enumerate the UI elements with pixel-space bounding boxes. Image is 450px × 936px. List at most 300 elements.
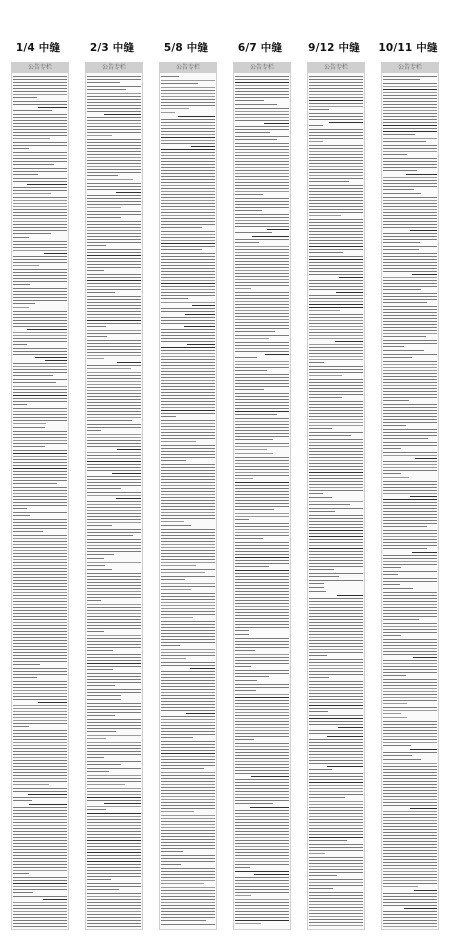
text-line — [161, 796, 215, 797]
text-line — [161, 491, 215, 492]
text-line — [235, 295, 289, 296]
text-line — [383, 95, 437, 96]
text-line — [383, 128, 437, 129]
text-line — [383, 588, 413, 589]
text-line — [161, 383, 215, 384]
text-line — [87, 148, 141, 149]
text-line — [309, 904, 363, 905]
text-line — [161, 775, 215, 776]
text-line — [161, 161, 215, 162]
text-line — [87, 771, 109, 772]
text-line — [161, 772, 215, 773]
text-line — [161, 90, 215, 91]
text-line — [309, 366, 363, 367]
text-line — [383, 763, 437, 764]
text-line — [309, 757, 363, 758]
text-line — [235, 871, 289, 872]
text-line — [161, 404, 215, 405]
text-line — [161, 883, 204, 884]
text-line — [161, 695, 215, 696]
text-line — [87, 326, 106, 327]
text-line — [186, 713, 215, 714]
text-line — [309, 628, 363, 629]
text-line — [161, 93, 215, 94]
text-line — [309, 690, 363, 691]
text-line — [13, 408, 67, 409]
text-line — [87, 163, 141, 164]
text-line — [309, 106, 363, 107]
text-line — [87, 467, 141, 468]
text-line — [161, 515, 215, 516]
text-line — [87, 305, 141, 306]
text-line — [383, 161, 437, 162]
text-line — [235, 579, 289, 580]
text-line — [13, 332, 67, 333]
text-line — [309, 103, 363, 104]
text-line — [87, 375, 141, 376]
text-line — [161, 868, 215, 869]
text-line — [13, 85, 67, 86]
text-line — [235, 319, 289, 320]
text-line — [13, 902, 67, 903]
text-line — [235, 582, 289, 583]
text-line — [13, 889, 67, 890]
text-line — [161, 908, 215, 909]
text-line — [161, 191, 215, 192]
text-line — [87, 682, 141, 683]
text-line — [383, 778, 437, 779]
text-line — [87, 179, 133, 180]
text-line — [161, 182, 215, 183]
text-line — [87, 562, 141, 563]
text-line — [309, 847, 363, 848]
text-line — [383, 536, 437, 537]
text-line — [13, 855, 67, 856]
text-line — [13, 386, 67, 387]
text-line — [13, 813, 67, 814]
text-line — [383, 713, 401, 714]
text-line — [383, 911, 437, 912]
text-line — [383, 293, 437, 294]
text-line — [383, 595, 437, 596]
text-line — [13, 671, 67, 672]
text-line — [309, 454, 363, 455]
text-line — [161, 842, 215, 843]
text-line — [235, 152, 289, 153]
text-line — [13, 616, 67, 617]
notice-panel — [85, 62, 143, 930]
text-line — [161, 911, 215, 912]
text-line — [235, 136, 289, 137]
text-line — [161, 347, 215, 348]
text-line — [161, 438, 215, 439]
text-line — [235, 155, 289, 156]
text-line — [13, 227, 67, 228]
text-line — [235, 418, 289, 419]
text-line — [235, 424, 289, 425]
text-line — [309, 763, 363, 764]
text-line — [383, 76, 437, 77]
text-line — [87, 258, 141, 259]
text-line — [309, 637, 363, 638]
text-line — [383, 682, 437, 683]
text-line — [383, 464, 437, 465]
text-line — [13, 797, 67, 798]
text-line — [13, 155, 67, 156]
text-line — [161, 550, 215, 551]
text-line — [383, 581, 437, 582]
text-line — [235, 594, 289, 595]
text-line — [161, 605, 215, 606]
text-line — [13, 586, 67, 587]
text-line — [309, 869, 363, 870]
text-line — [383, 685, 437, 686]
text-line — [87, 926, 141, 927]
text-line — [13, 499, 67, 500]
text-line — [309, 472, 363, 473]
text-line — [161, 553, 215, 554]
text-line — [161, 485, 215, 486]
text-line — [87, 372, 141, 373]
text-line — [383, 717, 407, 718]
text-line — [309, 344, 363, 345]
text-line — [87, 277, 141, 278]
text-line — [309, 338, 363, 339]
column-1 — [5, 0, 71, 936]
text-line — [27, 329, 67, 330]
text-line — [383, 151, 437, 152]
text-line — [87, 692, 141, 693]
text-line — [161, 87, 215, 88]
text-line — [235, 837, 289, 838]
text-line — [87, 886, 141, 887]
text-line — [87, 172, 141, 173]
text-line — [383, 432, 437, 433]
text-line — [235, 758, 289, 759]
text-line — [309, 323, 363, 324]
text-line — [161, 920, 206, 921]
text-line — [235, 600, 289, 601]
text-line — [235, 706, 289, 707]
text-line — [309, 857, 363, 858]
notice-text-block — [87, 75, 141, 929]
text-line — [383, 382, 437, 383]
text-line — [13, 601, 67, 602]
text-line — [161, 464, 215, 465]
text-line — [383, 880, 437, 881]
text-line — [383, 766, 437, 767]
text-line — [309, 828, 363, 829]
text-line — [383, 340, 437, 341]
text-line — [309, 779, 363, 780]
text-line — [267, 229, 289, 230]
text-line — [87, 738, 106, 739]
text-line — [87, 594, 141, 595]
text-line — [235, 79, 289, 80]
text-line — [383, 373, 437, 374]
text-line — [383, 626, 437, 627]
text-line — [235, 449, 267, 450]
text-line — [235, 143, 289, 144]
text-line — [383, 823, 437, 824]
text-line — [13, 631, 67, 632]
text-line — [184, 326, 215, 327]
text-line — [383, 364, 437, 365]
text-line — [161, 665, 215, 666]
text-line — [309, 625, 363, 626]
text-line — [309, 866, 363, 867]
text-line — [309, 788, 363, 789]
text-line — [13, 462, 67, 463]
text-line — [383, 811, 437, 812]
text-line — [161, 295, 215, 296]
text-line — [13, 148, 29, 149]
text-line — [161, 627, 215, 628]
text-line — [383, 289, 421, 290]
text-line — [161, 368, 215, 369]
text-line — [87, 476, 141, 477]
text-line — [383, 429, 437, 430]
text-line — [383, 306, 437, 307]
text-line — [309, 191, 363, 192]
text-line — [161, 149, 215, 150]
text-line — [235, 570, 289, 571]
text-line — [161, 899, 215, 900]
text-line — [383, 793, 437, 794]
text-line — [13, 453, 67, 454]
text-line — [13, 559, 67, 560]
text-line — [161, 292, 215, 293]
text-line — [235, 770, 289, 771]
text-line — [235, 307, 289, 308]
text-line — [87, 548, 141, 549]
text-line — [161, 441, 196, 442]
text-line — [161, 902, 215, 903]
text-line — [383, 200, 437, 201]
text-line — [87, 846, 141, 847]
text-line — [87, 267, 141, 268]
text-line — [87, 911, 141, 912]
text-line — [309, 391, 363, 392]
text-line — [161, 845, 215, 846]
text-line — [383, 745, 411, 746]
text-line — [383, 902, 437, 903]
text-line — [309, 335, 363, 336]
text-line — [161, 395, 215, 396]
text-line — [87, 889, 119, 890]
text-line — [87, 576, 141, 577]
text-line — [87, 183, 141, 184]
text-line — [87, 211, 141, 212]
text-line — [13, 604, 67, 605]
notice-panel-header: 公告专栏 — [382, 63, 438, 73]
text-line — [13, 490, 67, 491]
text-line — [161, 143, 215, 144]
text-line — [13, 751, 67, 752]
text-line — [309, 382, 363, 383]
text-line — [250, 807, 289, 808]
text-line — [383, 548, 427, 549]
text-line — [383, 862, 437, 863]
text-line — [13, 338, 67, 339]
text-line — [13, 522, 67, 523]
text-line — [235, 694, 289, 695]
text-line — [161, 544, 215, 545]
text-line — [87, 843, 141, 844]
text-line — [87, 368, 131, 369]
text-line — [13, 427, 45, 428]
text-line — [309, 231, 363, 232]
text-line — [13, 197, 67, 198]
text-line — [383, 215, 437, 216]
text-line — [161, 614, 215, 615]
text-line — [13, 556, 67, 557]
text-line — [235, 503, 289, 504]
text-line — [13, 152, 67, 153]
text-line — [383, 790, 437, 791]
notice-panel — [233, 62, 291, 930]
text-line — [161, 338, 215, 339]
text-line — [309, 246, 363, 247]
text-line — [87, 224, 141, 225]
text-line — [309, 100, 363, 101]
text-line — [13, 870, 67, 871]
text-line — [383, 598, 437, 599]
text-line — [235, 603, 289, 604]
text-line — [161, 827, 215, 828]
text-line — [235, 232, 272, 233]
text-line — [161, 576, 215, 577]
text-line — [309, 203, 363, 204]
text-line — [383, 694, 437, 695]
text-line — [309, 460, 363, 461]
text-line — [87, 663, 141, 664]
text-line — [161, 470, 215, 471]
text-line — [161, 227, 202, 228]
text-line — [309, 79, 363, 80]
text-line — [87, 227, 141, 228]
text-line — [13, 720, 67, 721]
text-line — [235, 198, 289, 199]
text-line — [383, 357, 412, 358]
text-line — [383, 635, 401, 636]
text-line — [309, 234, 363, 235]
text-line — [309, 135, 363, 136]
text-line — [383, 511, 437, 512]
text-line — [383, 642, 437, 643]
text-line — [87, 712, 141, 713]
text-line — [13, 745, 67, 746]
text-line — [235, 867, 250, 868]
text-line — [13, 791, 67, 792]
text-line — [87, 742, 141, 743]
text-line — [13, 598, 67, 599]
text-line — [161, 494, 215, 495]
text-line — [309, 922, 363, 923]
text-line — [29, 804, 67, 805]
text-line — [383, 517, 437, 518]
text-line — [309, 283, 363, 284]
text-line — [161, 805, 215, 806]
text-line — [161, 243, 215, 244]
text-line — [87, 387, 141, 388]
text-line — [383, 508, 437, 509]
text-line — [235, 889, 289, 890]
text-line — [410, 230, 437, 231]
text-line — [383, 914, 437, 915]
text-line — [309, 616, 363, 617]
text-line — [161, 83, 198, 84]
text-line — [161, 341, 215, 342]
text-line — [235, 532, 289, 533]
text-line — [13, 908, 67, 909]
text-line — [161, 836, 215, 837]
text-line — [87, 876, 141, 877]
text-line — [235, 430, 289, 431]
text-line — [309, 181, 349, 182]
text-line — [309, 655, 327, 656]
text-line — [235, 270, 289, 271]
text-line — [13, 434, 67, 435]
text-line — [235, 621, 289, 622]
text-line — [383, 893, 437, 894]
text-line — [309, 435, 351, 436]
text-line — [13, 892, 33, 893]
text-line — [235, 634, 249, 635]
text-line — [161, 719, 215, 720]
text-line — [309, 844, 363, 845]
text-line — [13, 278, 67, 279]
text-line — [13, 580, 67, 581]
text-line — [87, 274, 141, 275]
text-line — [383, 850, 437, 851]
text-line — [161, 215, 215, 216]
text-line — [161, 362, 215, 363]
text-line — [161, 744, 215, 745]
text-line — [235, 114, 289, 115]
text-line — [87, 588, 141, 589]
text-line — [44, 253, 67, 254]
text-line — [383, 775, 437, 776]
text-line — [309, 825, 363, 826]
text-line — [235, 767, 289, 768]
text-line — [309, 419, 363, 420]
column-title: 5/8 中缝 — [163, 42, 209, 54]
text-line — [309, 711, 328, 712]
text-line — [383, 724, 437, 725]
text-line — [13, 646, 67, 647]
text-line — [383, 438, 428, 439]
text-line — [383, 107, 437, 108]
text-line — [13, 923, 67, 924]
text-line — [87, 393, 141, 394]
text-line — [309, 652, 363, 653]
text-line — [383, 592, 437, 593]
text-line — [235, 715, 289, 716]
text-line — [161, 579, 185, 580]
text-line — [309, 442, 363, 443]
text-line — [235, 386, 289, 387]
text-line — [383, 461, 437, 462]
text-line — [87, 145, 141, 146]
text-line — [87, 751, 141, 752]
text-line — [87, 420, 132, 421]
text-line — [161, 311, 215, 312]
text-line — [383, 629, 437, 630]
text-line — [13, 297, 67, 298]
text-line — [383, 727, 437, 728]
text-line — [87, 591, 141, 592]
